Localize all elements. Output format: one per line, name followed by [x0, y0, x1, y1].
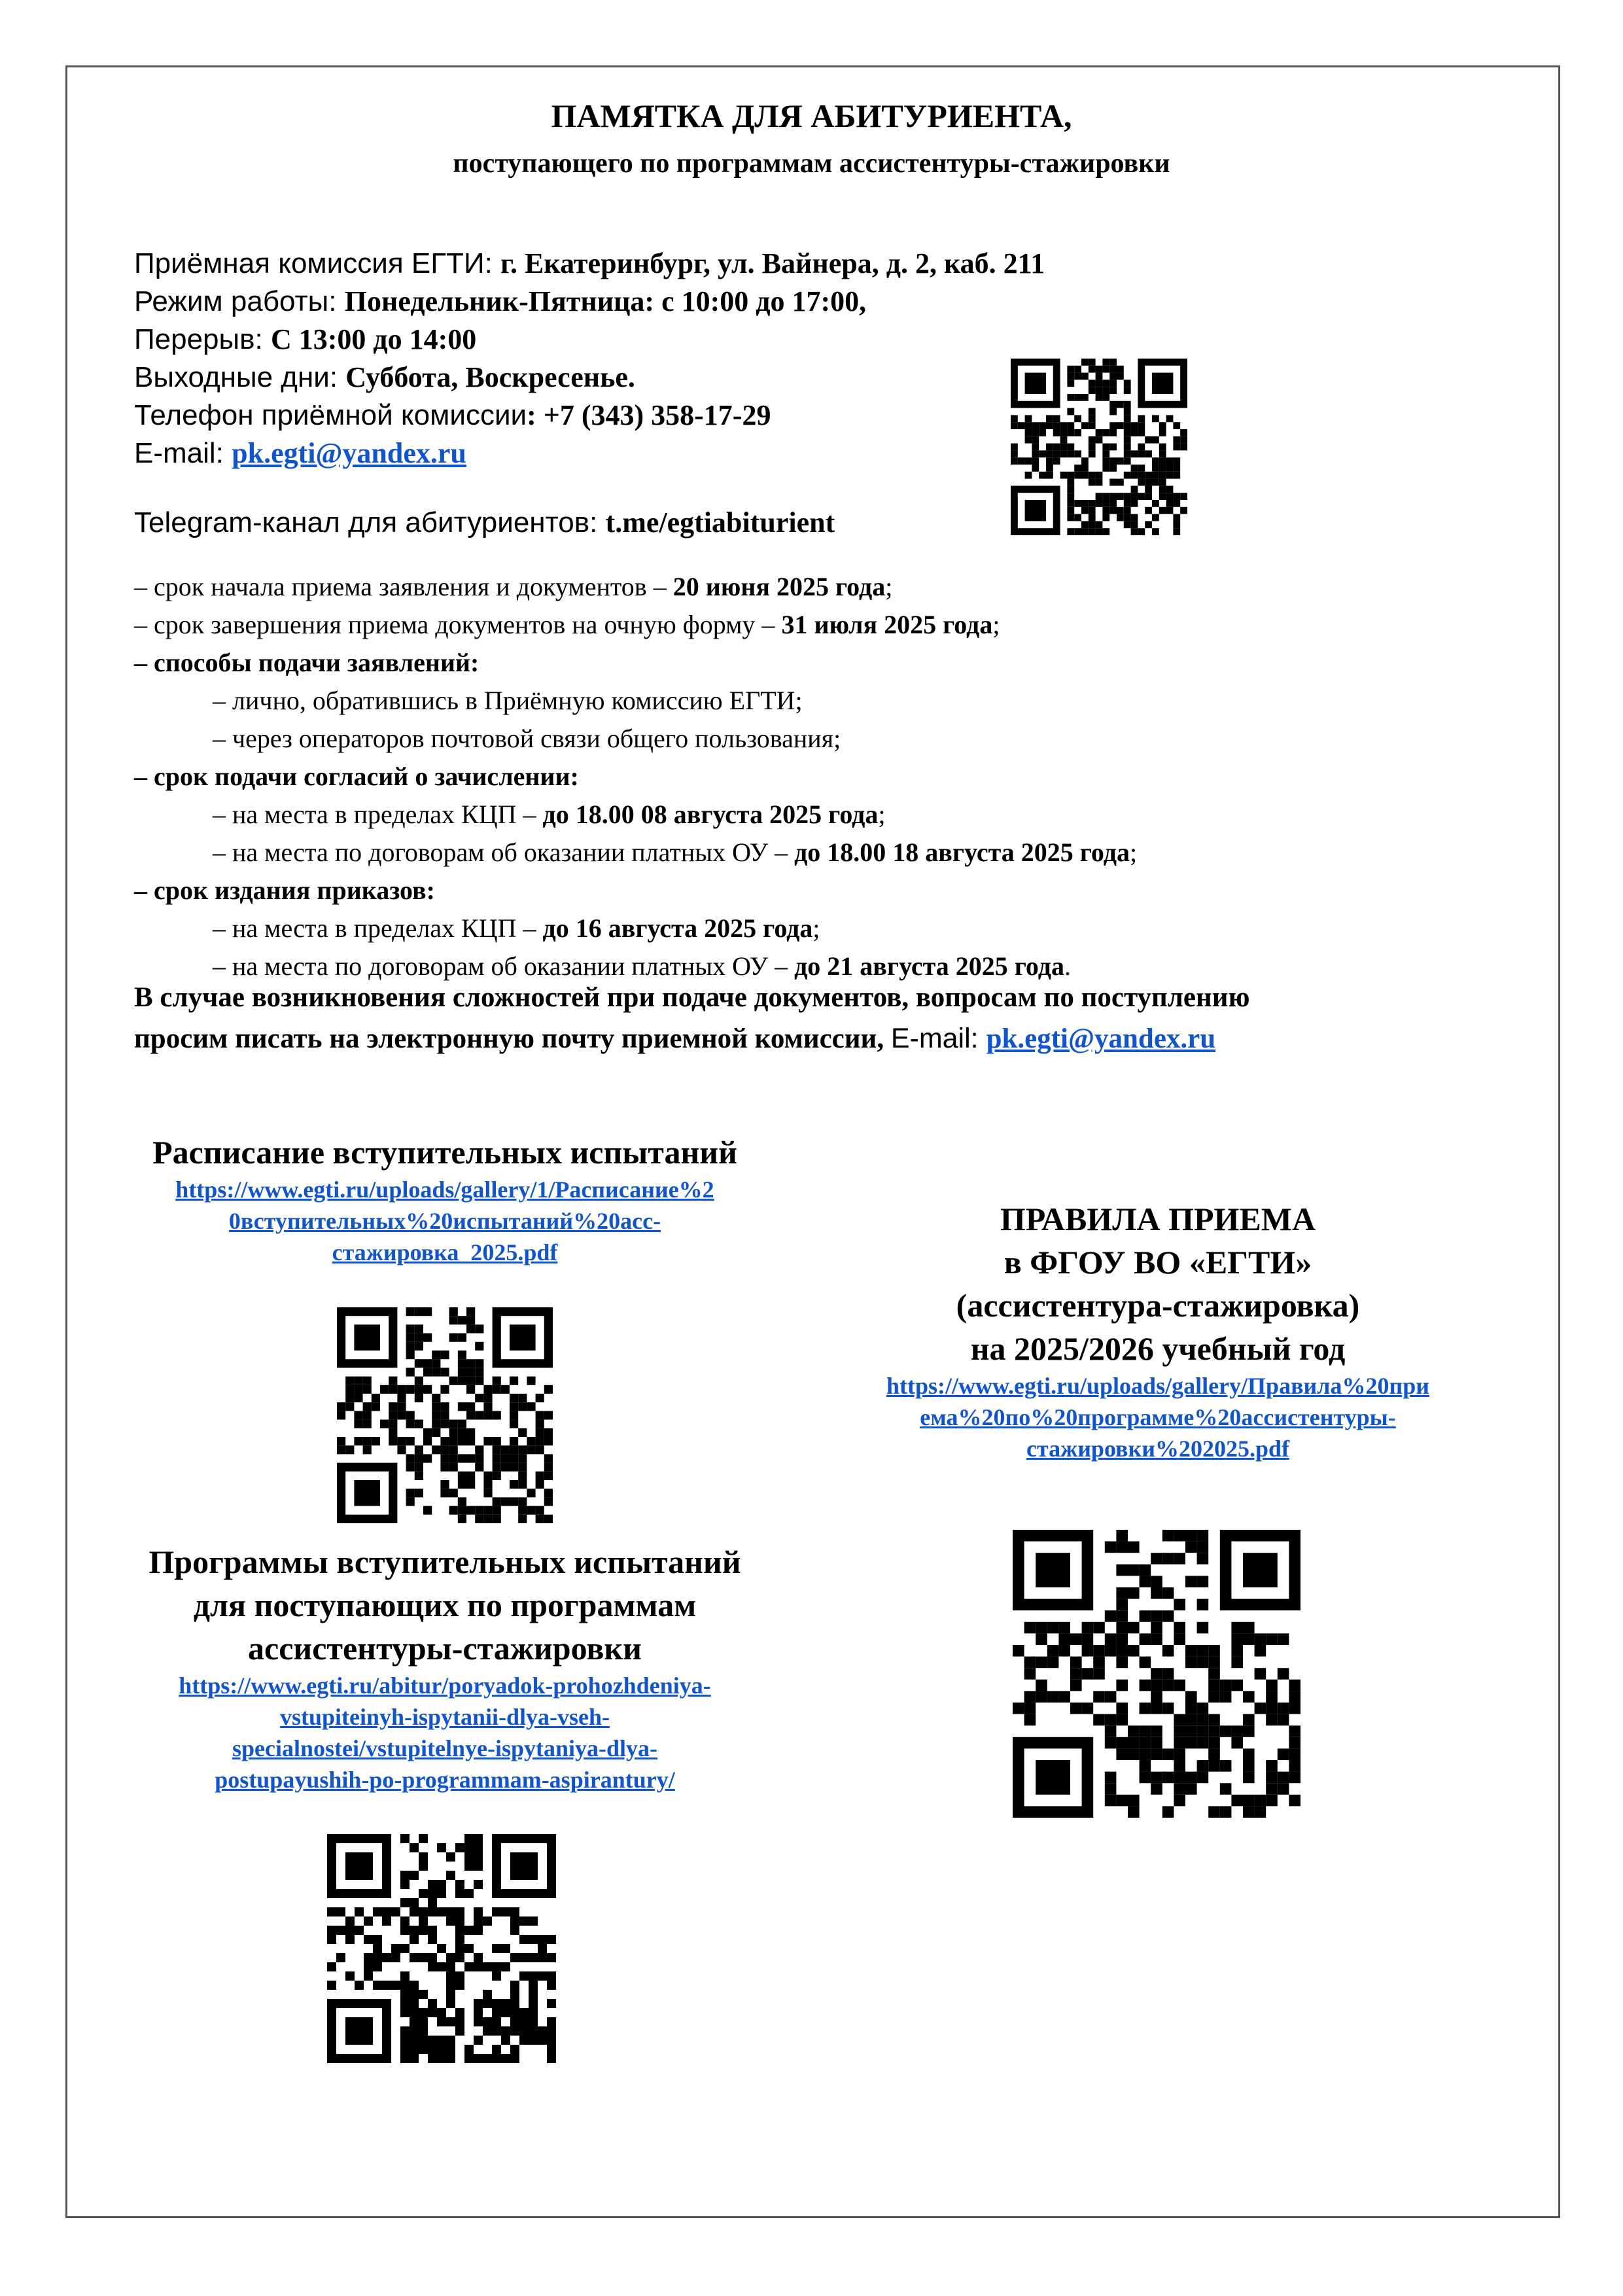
phone-label: Телефон приёмной комиссии — [134, 399, 527, 431]
qr-code-icon — [337, 1307, 553, 1523]
list-item: – срок начала приема заявления и документов – 20 июня 2025 года; — [134, 572, 893, 601]
hours-label: Режим работы: — [134, 285, 345, 317]
schedule-link[interactable]: https://www.egti.ru/uploads/gallery/1/Расписание%2 0вступительных%20испытаний%20асс- стажировка_2025.pdf — [175, 1176, 714, 1265]
page-title: ПАМЯТКА ДЛЯ АБИТУРИЕНТА, — [551, 97, 1072, 134]
note-email-link[interactable]: pk.egti@yandex.ru — [986, 1023, 1216, 1054]
phone-row — [134, 397, 1045, 434]
list-item: – на места в пределах КЦП – до 16 августа 2025 года; — [213, 913, 820, 943]
email-link[interactable]: pk.egti@yandex.ru — [232, 437, 466, 469]
list-item: – на места по договорам об оказании платных ОУ – до 21 августа 2025 года. — [213, 951, 1071, 981]
list-item: – срок завершения приема документов на очную форму – 31 июля 2025 года; — [134, 610, 1000, 639]
email-label: E-mail: — [134, 437, 232, 469]
email-row — [134, 434, 1045, 472]
programs-link[interactable]: https://www.egti.ru/abitur/poryadok-prohozhdeniya- vstupiteinyh-ispytanii-dlya-vseh- specialnostei/vstupitelnye-ispytaniya-dlya- postupayushih-po-programmam-aspirantury/ — [179, 1672, 711, 1793]
rules-block: ПРАВИЛА ПРИЕМА в ФГОУ ВО «ЕГТИ» (ассистентура-стажировка) на 2025/2026 учебный год https://www.egti.ru/uploads/gallery/Правила%20при ема%20по%20программе%20ассистентуры- стажировки%202025.pdf — [801, 1197, 1514, 1464]
programs-block: Программы вступительных испытаний для поступающих по программам ассистентуры-стажировки https://www.egti.ru/abitur/poryadok-prohozhdeniya- vstupiteinyh-ispytanii-dlya-vseh- specialnostei/vstupitelnye-ispytaniya-dlya- postupayushih-po-programmam-aspirantury/ — [98, 1540, 792, 1795]
schedule-block — [98, 1131, 792, 1268]
phone-value: : +7 (343) 358-17-29 — [527, 399, 771, 431]
list-item: – на места по договорам об оказании платных ОУ – до 18.00 18 августа 2025 года; — [213, 838, 1138, 867]
break-value: С 13:00 до 14:00 — [270, 323, 477, 355]
weekend-label: Выходные дни: — [134, 361, 346, 393]
weekend-row — [134, 359, 1045, 397]
page-subtitle: поступающего по программам ассистентуры-стажировки — [453, 149, 1170, 179]
office-label: Приёмная комиссия ЕГТИ: — [134, 247, 501, 279]
help-note: В случае возникновения сложностей при подаче документов, вопросам по поступлению просим писать на электронную почту приемной комиссии, E-mail: pk.egti@yandex.ru — [134, 982, 1250, 1054]
deadlines-list — [134, 568, 1508, 985]
telegram-label: Telegram-канал для абитуриентов: — [134, 506, 606, 539]
list-item: – через операторов почтовой связи общего пользования; — [213, 724, 841, 753]
hours-row — [134, 283, 1045, 321]
list-heading: – срок издания приказов: — [134, 875, 435, 905]
list-heading: – способы подачи заявлений: — [134, 648, 480, 677]
qr-code-icon — [327, 1834, 556, 2063]
break-row — [134, 321, 1045, 359]
hours-value: Понедельник-Пятница: с 10:00 до 17:00, — [344, 285, 867, 317]
list-item: – лично, обратившись в Приёмную комиссию ЕГТИ; — [213, 686, 803, 715]
contact-info — [134, 245, 1045, 472]
office-address: г. Екатеринбург, ул. Вайнера, д. 2, каб. 211 — [500, 247, 1045, 279]
schedule-heading: Расписание вступительных испытаний — [152, 1134, 737, 1171]
rules-link[interactable]: https://www.egti.ru/uploads/gallery/Правила%20при ема%20по%20программе%20ассистентуры- стажировки%202025.pdf — [886, 1373, 1429, 1462]
break-label: Перерыв: — [134, 323, 271, 355]
list-heading: – срок подачи согласий о зачислении: — [134, 762, 579, 791]
weekend-value: Суббота, Воскресенье. — [345, 361, 635, 393]
qr-code-icon — [1013, 1530, 1300, 1818]
telegram-link[interactable]: t.me/egtiabiturient — [605, 506, 835, 539]
qr-code-icon — [1011, 359, 1187, 535]
telegram-row — [134, 506, 835, 539]
office-row — [134, 245, 1045, 283]
list-item: – на места в пределах КЦП – до 18.00 08 августа 2025 года; — [213, 800, 886, 829]
